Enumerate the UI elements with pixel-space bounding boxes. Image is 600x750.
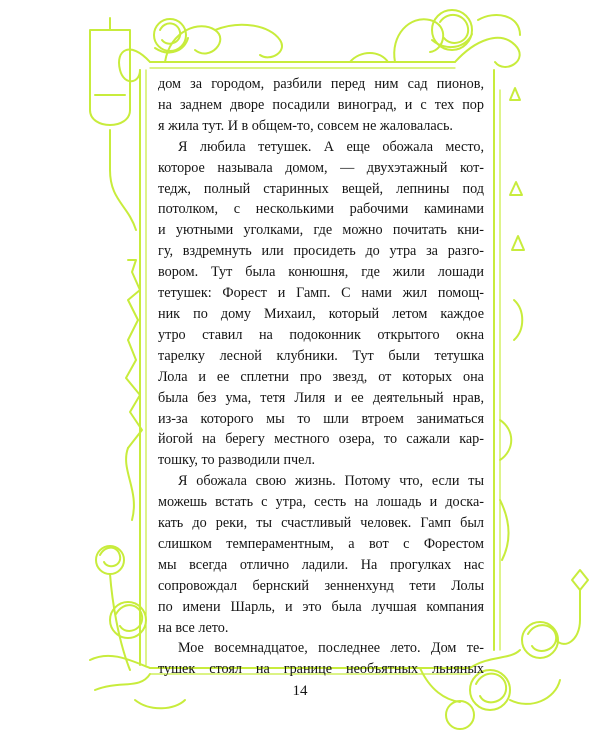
paragraph-4	[158, 638, 484, 680]
text-line: йогой на берегу местного озера, то сажали кар-	[158, 431, 484, 448]
text-line: я жила тут. И в общем-то, совсем не жаловалась.	[158, 117, 453, 134]
text-line: потолком, с несколькими рабочими каминами	[158, 201, 484, 218]
paragraph-1	[158, 74, 484, 137]
body-text	[158, 74, 484, 680]
text-line: и уютными уголками, где можно почитать кни-	[158, 222, 484, 239]
text-line: которое называла домом, — двухэтажный кот-	[158, 159, 484, 176]
text-line: можешь встать с утра, сесть на лошадь и доска-	[158, 494, 484, 511]
text-line: Я любила тетушек. А еще обожала место,	[178, 138, 484, 155]
text-line: на заднем дворе посадили виноград, и с тех пор	[158, 96, 484, 113]
text-line: сопровождал бернский зенненхунд тети Лолы	[158, 577, 484, 594]
text-line: тетушек: Форест и Гамп. С нами жил помощ-	[158, 285, 484, 302]
text-line: слишком темпераментным, а вот с Форестом	[158, 535, 484, 552]
text-line: Лола и ее сплетни про звезд, от которых она	[158, 368, 484, 385]
text-line: была без ума, тетя Лиля и ее деятельный нрав,	[158, 389, 484, 406]
text-line: ник по дому Михаил, который летом каждое	[158, 305, 484, 322]
page-number: 14	[292, 683, 308, 699]
paragraph-2	[158, 137, 484, 472]
text-line: дом за городом, разбили перед ним сад пионов,	[158, 76, 484, 92]
text-line: Мое восемнадцатое, последнее лето. Дом те-	[178, 640, 484, 657]
text-line: тошку, то разводили пчел.	[158, 452, 316, 469]
text-line: по имени Шарль, и это была лучшая компания	[158, 598, 484, 615]
text-line: тедж, полный старинных вещей, лепнины под	[158, 180, 484, 197]
paragraph-3	[158, 471, 484, 638]
text-line: кать до реки, ты счастливый человек. Гамп был	[158, 515, 484, 532]
text-line: из-за которого мы то шли втроем заниматься	[158, 410, 484, 427]
text-line: утро ставил на подоконник открытого окна	[158, 326, 484, 343]
text-line: тушек стоял на границе необъятных льняных	[158, 661, 484, 678]
text-line: мы всегда отлично ладили. На прогулках нас	[158, 556, 484, 573]
text-line: на все лето.	[158, 619, 229, 636]
text-line: гу, вздремнуть или просидеть до утра за разго-	[158, 243, 484, 260]
text-line: вором. Тут была конюшня, где жили лошади	[158, 264, 484, 281]
text-line: тарелку лесной клубники. Тут были тетушка	[158, 347, 484, 364]
text-line: Я обожала свою жизнь. Потому что, если ты	[178, 473, 484, 490]
